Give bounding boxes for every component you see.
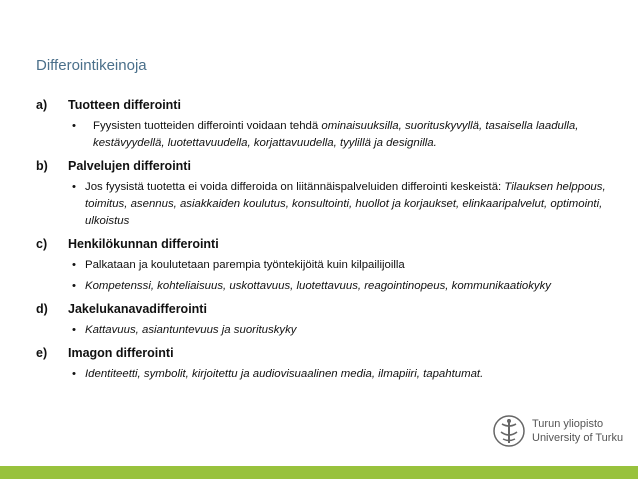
- bullet-list: [36, 118, 616, 152]
- section-c: [36, 235, 616, 295]
- bullet-icon: •: [72, 120, 76, 132]
- bullet-icon: •: [72, 324, 76, 336]
- section-d: [36, 300, 616, 339]
- section-letter: c): [36, 237, 48, 251]
- slide-title: Differointikeinoja: [36, 57, 147, 74]
- list-item: [36, 118, 616, 152]
- section-heading: [36, 344, 616, 362]
- section-e: [36, 344, 616, 383]
- section-title: Palvelujen differointi: [68, 159, 191, 173]
- bullet-icon: •: [72, 368, 76, 380]
- bullet-italic-text: Kompetenssi, kohteliaisuus, uskottavuus, luotettavuus, reagointinopeus, kommunikaatiokyky: [85, 280, 552, 292]
- section-heading: [36, 235, 616, 253]
- section-title: Henkilökunnan differointi: [68, 237, 219, 251]
- section-letter: d): [36, 302, 48, 316]
- list-item: [36, 322, 616, 339]
- bullet-list: [36, 366, 616, 383]
- logo-line-2: University of Turku: [532, 432, 624, 444]
- section-title: Tuotteen differointi: [68, 98, 181, 112]
- section-letter: b): [36, 159, 48, 173]
- bullet-text: Fyysisten tuotteiden differointi voidaan tehdä: [93, 120, 322, 132]
- section-heading: [36, 300, 616, 318]
- bullet-italic-text: Kattavuus, asiantuntevuus ja suorituskyky: [85, 324, 297, 336]
- bullet-icon: •: [72, 280, 76, 292]
- section-heading: [36, 157, 616, 175]
- bullet-icon: •: [72, 181, 76, 193]
- bullet-list: [36, 179, 616, 230]
- bullet-list: [36, 257, 616, 295]
- logo-line-1: Turun yliopisto: [532, 418, 604, 430]
- section-title: Jakelukanavadifferointi: [68, 302, 207, 316]
- bullet-italic-text: Tilauksen helppous, toimitus, asennus, asiakkaiden koulutus, konsultointi, huollot ja korjaukset, elinkaaripalvelut, optimointi, ulkoistus: [85, 181, 606, 227]
- list-item: [36, 257, 616, 274]
- bullet-italic-text: Identiteetti, symbolit, kirjoitettu ja audiovisuaalinen media, ilmapiiri, tapahtumat.: [85, 368, 484, 380]
- logo-text: [532, 417, 623, 445]
- section-letter: a): [36, 98, 48, 112]
- university-logo: [492, 412, 623, 450]
- seal-icon: [492, 412, 526, 450]
- bullet-text: Jos fyysistä tuotetta ei voida differoida on liitännäispalveluiden differointi keskeistä:: [85, 181, 505, 193]
- section-a: [36, 96, 616, 152]
- bullet-text: Palkataan ja koulutetaan parempia työntekijöitä kuin kilpailijoilla: [85, 259, 405, 271]
- bullet-icon: •: [72, 259, 76, 271]
- footer-bar: [0, 466, 638, 479]
- section-b: [36, 157, 616, 230]
- slide-content: [36, 96, 616, 383]
- bullet-italic-text: ominaisuuksilla, suorituskyvyllä, tasaisella laadulla, kestävyydellä, luotettavuudella, korjattavuudella, tyylillä ja designilla.: [93, 120, 579, 149]
- section-heading: [36, 96, 616, 114]
- section-letter: e): [36, 346, 48, 360]
- list-item: [36, 278, 616, 295]
- bullet-list: [36, 322, 616, 339]
- list-item: [36, 366, 616, 383]
- list-item: [36, 179, 616, 230]
- section-title: Imagon differointi: [68, 346, 174, 360]
